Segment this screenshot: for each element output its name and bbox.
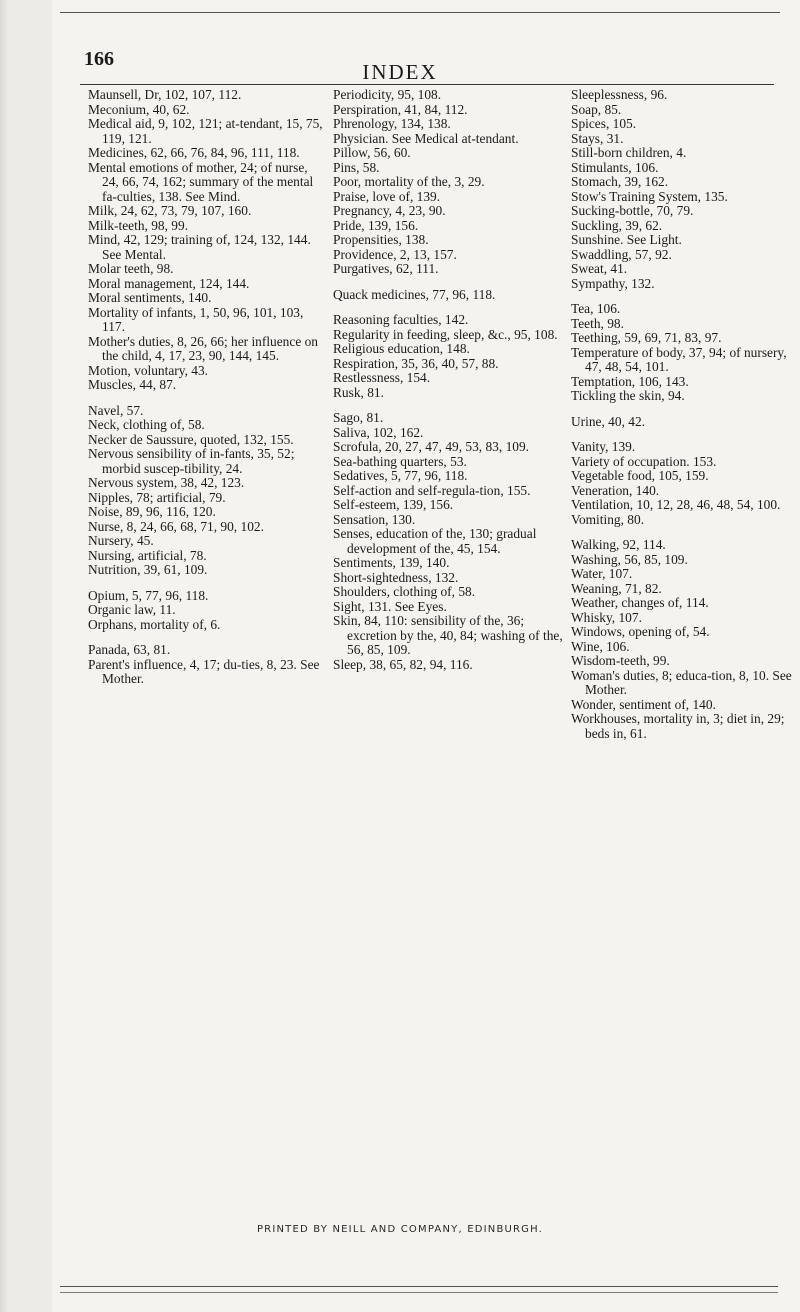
index-entry: Praise, love of, 139. [333,188,441,204]
index-entry: Rusk, 81. [333,384,384,400]
index-entry: Maunsell, Dr, 102, 107, 112. [88,87,242,102]
index-entry: Mental emotions of mother, 24; of nurse, 24, 66, 74, 162; summary of the mental fa-culties, 138. See Mind. [88,159,314,204]
index-entry: Pins, 58. [333,159,380,175]
index-entry: Vanity, 139. [571,439,636,454]
index-entry: Muscles, 44, 87. [88,377,177,392]
index-entry: Nipples, 78; artificial, 79. [88,489,226,505]
index-entry: Moral sentiments, 140. [88,290,212,305]
index-entry: Teeth, 98. [571,315,624,331]
index-entry: Panada, 63, 81. [88,642,171,657]
index-letter-group [88,88,324,393]
index-entry: Shoulders, clothing of, 58. [333,584,476,599]
index-entry: Wine, 106. [571,638,630,654]
index-entry: Sea-bathing quarters, 53. [333,453,467,469]
index-entry: Poor, mortality of the, 3, 29. [333,174,485,189]
index-entry: Nurse, 8, 24, 66, 68, 71, 90, 102. [88,518,264,534]
index-entry: Medical aid, 9, 102, 121; at-tendant, 15, 75, 119, 121. [88,116,323,146]
index-entry: Sympathy, 132. [571,275,655,291]
index-entry: Sunshine. See Light. [571,232,682,247]
index-entry: Stimulants, 106. [571,159,659,175]
index-column-3 [571,88,797,752]
index-entry: Parent's influence, 4, 17; du-ties, 8, 23. See Mother. [88,656,320,686]
top-rule [60,12,780,13]
index-entry: Nursery, 45. [88,533,154,548]
index-entry: Pregnancy, 4, 23, 90. [333,203,446,218]
index-entry: Sucking-bottle, 70, 79. [571,203,694,218]
index-entry: Weather, changes of, 114. [571,595,709,610]
index-entry: Opium, 5, 77, 96, 118. [88,587,209,603]
index-entry: Milk-teeth, 98, 99. [88,217,189,233]
index-entry: Self-esteem, 139, 156. [333,497,454,512]
index-entry: Scrofula, 20, 27, 47, 49, 53, 83, 109. [333,439,530,454]
index-entry: Phrenology, 134, 138. [333,116,451,131]
index-letter-group [333,313,569,400]
index-entry: Purgatives, 62, 111. [333,261,439,276]
index-entry: Respiration, 35, 36, 40, 57, 88. [333,355,499,371]
index-entry: Mind, 42, 129; training of, 124, 132, 144. See Mental. [88,232,311,262]
index-entry: Nervous system, 38, 42, 123. [88,475,245,490]
index-entry: Water, 107. [571,566,633,581]
index-entry: Wonder, sentiment of, 140. [571,696,716,712]
index-entry: Temptation, 106, 143. [571,373,689,389]
index-entry: Meconium, 40, 62. [88,101,190,117]
index-entry: Mother's duties, 8, 26, 66; her influence on the child, 4, 17, 23, 90, 144, 145. [88,333,319,363]
index-entry: Saliva, 102, 162. [333,424,424,440]
index-entry: Motion, voluntary, 43. [88,362,209,378]
index-letter-group [88,589,324,633]
printer-imprint: PRINTED BY NEILL AND COMPANY, EDINBURGH. [256,1224,544,1235]
index-entry: Perspiration, 41, 84, 112. [333,101,468,117]
index-letter-group [88,404,324,578]
index-entry: Walking, 92, 114. [571,537,666,552]
header-rule [80,84,774,85]
index-entry: Spices, 105. [571,116,637,131]
index-entry: Workhouses, mortality in, 3; diet in, 29; beds in, 61. [571,711,785,741]
index-entry: Teething, 59, 69, 71, 83, 97. [571,330,722,345]
index-entry: Veneration, 140. [571,482,660,498]
index-entry: Sweat, 41. [571,261,628,276]
index-entry: Reasoning faculties, 142. [333,312,469,327]
index-entry: Stow's Training System, 135. [571,188,728,204]
index-letter-group [571,440,797,527]
index-entry: Navel, 57. [88,402,144,418]
index-entry: Restlessness, 154. [333,370,431,385]
index-entry: Short-sightedness, 132. [333,569,459,585]
index-entry: Still-born children, 4. [571,145,687,160]
index-entry: Pillow, 56, 60. [333,145,411,160]
index-entry: Medicines, 62, 66, 76, 84, 96, 111, 118. [88,145,300,160]
index-entry: Washing, 56, 85, 109. [571,551,688,567]
index-entry: Nutrition, 39, 61, 109. [88,562,208,577]
index-entry: Moral management, 124, 144. [88,275,250,291]
index-entry: Nervous sensibility of in-fants, 35, 52; morbid suscep-tibility, 24. [88,446,295,476]
index-column-2 [333,88,569,683]
index-entry: Soap, 85. [571,101,622,117]
index-entry: Mortality of infants, 1, 50, 96, 101, 103, 117. [88,304,304,334]
index-letter-group [88,643,324,687]
index-entry: Quack medicines, 77, 96, 118. [333,286,496,302]
index-letter-group [571,415,797,430]
index-entry: Milk, 24, 62, 73, 79, 107, 160. [88,203,252,218]
bottom-rule-inner [60,1292,778,1293]
index-entry: Stomach, 39, 162. [571,174,669,189]
index-entry: Suckling, 39, 62. [571,217,663,233]
index-entry: Tickling the skin, 94. [571,388,685,403]
index-entry: Pride, 139, 156. [333,217,419,233]
bottom-rule [60,1286,778,1287]
index-entry: Vegetable food, 105, 159. [571,468,709,483]
index-column-1 [88,88,324,698]
index-entry: Wisdom-teeth, 99. [571,653,670,668]
index-entry: Neck, clothing of, 58. [88,417,205,432]
index-entry: Sensation, 130. [333,511,416,527]
index-entry: Variety of occupation. 153. [571,453,717,469]
index-entry: Sedatives, 5, 77, 96, 118. [333,468,468,483]
index-entry: Propensities, 138. [333,232,429,247]
index-entry: Sight, 131. See Eyes. [333,598,447,614]
index-entry: Temperature of body, 37, 94; of nursery, 47, 48, 54, 101. [571,344,787,374]
index-entry: Providence, 2, 13, 157. [333,246,457,262]
page-number: 166 [84,48,114,70]
index-letter-group [333,88,569,277]
index-entry: Whisky, 107. [571,609,642,625]
index-entry: Self-action and self-regula-tion, 155. [333,482,531,498]
index-entry: Sleep, 38, 65, 82, 94, 116. [333,656,473,672]
index-entry: Weaning, 71, 82. [571,580,662,596]
index-entry: Swaddling, 57, 92. [571,246,672,262]
index-letter-group [571,302,797,404]
index-entry: Nursing, artificial, 78. [88,547,207,563]
index-entry: Sago, 81. [333,410,384,425]
index-letter-group [571,538,797,741]
index-letter-group [333,288,569,303]
index-entry: Orphans, mortality of, 6. [88,616,221,632]
scan-edge [0,0,8,1312]
index-entry: Urine, 40, 42. [571,413,646,429]
index-entry: Organic law, 11. [88,602,176,617]
index-entry: Stays, 31. [571,130,624,146]
index-entry: Regularity in feeding, sleep, &c., 95, 108. [333,326,558,342]
index-entry: Physician. See Medical at-tendant. [333,130,519,146]
page-title: INDEX [362,60,438,84]
index-entry: Tea, 106. [571,301,621,316]
index-entry: Ventilation, 10, 12, 28, 46, 48, 54, 100. [571,497,781,512]
index-entry: Sentiments, 139, 140. [333,555,450,570]
index-letter-group [333,411,569,672]
index-entry: Vomiting, 80. [571,511,645,527]
index-entry: Religious education, 148. [333,341,470,356]
index-entry: Noise, 89, 96, 116, 120. [88,504,216,519]
index-entry: Necker de Saussure, quoted, 132, 155. [88,431,294,447]
index-letter-group [571,88,797,291]
index-entry: Periodicity, 95, 108. [333,87,442,102]
index-entry: Woman's duties, 8; educa-tion, 8, 10. See Mother. [571,667,792,697]
index-entry: Senses, education of the, 130; gradual development of the, 45, 154. [333,526,537,556]
index-entry: Sleeplessness, 96. [571,87,668,102]
index-entry: Molar teeth, 98. [88,261,174,276]
index-entry: Windows, opening of, 54. [571,624,710,639]
index-entry: Skin, 84, 110: sensibility of the, 36; excretion by the, 40, 84; washing of the, 56, 85, 109. [333,613,563,657]
